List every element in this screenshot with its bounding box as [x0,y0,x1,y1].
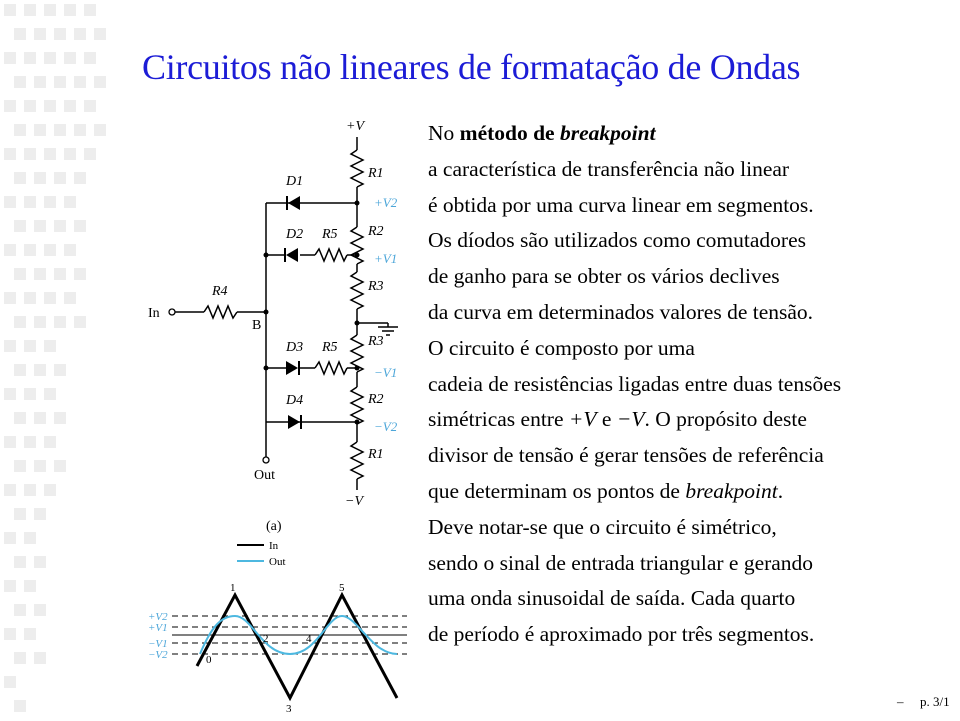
sidebar-square [24,484,36,496]
sidebar-square [84,100,96,112]
sidebar-square [44,388,56,400]
sidebar-square [4,244,16,256]
sidebar-square [74,172,86,184]
body-paragraph [428,116,948,653]
sidebar-square [24,628,36,640]
label-d1: D1 [286,174,304,189]
label-r5-bot: R5 [322,340,338,355]
legend-in: In [269,540,279,552]
label-plus-v: +V [346,119,364,134]
sidebar-square [64,52,76,64]
sidebar-square [4,436,16,448]
text-line-9: simétricas entre +V e −V. O propósito deste [428,407,807,432]
sidebar-square [44,292,56,304]
resistor-r5-top [315,249,347,261]
sidebar-square [54,220,66,232]
sidebar-square [4,148,16,160]
label-d3: D3 [286,340,304,355]
sidebar-square [34,124,46,136]
sidebar-square [54,172,66,184]
sidebar-square [14,364,26,376]
sidebar-square [44,4,56,16]
sidebar-square [54,316,66,328]
sidebar-square [44,244,56,256]
sidebar-square [24,196,36,208]
sidebar-square [94,28,106,40]
text-line-12: Deve notar-se que o circuito é simétrico, [428,514,777,539]
label-out: Out [254,468,275,483]
diode-d4 [288,415,300,429]
sidebar-square [44,196,56,208]
text-line-3: é obtida por uma curva linear em segmentos. [428,192,814,217]
sidebar-square [74,316,86,328]
text-line-5: de ganho para se obter os vários declives [428,264,780,289]
sidebar-square [34,652,46,664]
sidebar-square [44,52,56,64]
sidebar-square [64,100,76,112]
sidebar-square [74,124,86,136]
sidebar-square [34,556,46,568]
sidebar-square [34,412,46,424]
page-prefix: – [897,694,904,709]
text-line-1: No método de breakpoint [428,121,656,145]
sidebar-square [54,268,66,280]
sidebar-square [64,292,76,304]
sidebar-square [4,484,16,496]
sidebar-square [24,292,36,304]
label-r2-top: R2 [368,224,384,239]
sidebar-square [34,460,46,472]
sidebar-square [54,412,66,424]
sidebar-square [64,148,76,160]
label-in: In [148,306,160,321]
sidebar-square [74,268,86,280]
sidebar-square [34,172,46,184]
sidebar-square [44,436,56,448]
sidebar-square [84,148,96,160]
sidebar-square [14,652,26,664]
sidebar-square [24,580,36,592]
text-line-8: cadeia de resistências ligadas entre duas tensões [428,371,842,396]
label-r1-bot: R1 [368,447,384,462]
sidebar-square [74,220,86,232]
label-r5-top: R5 [322,227,338,242]
sidebar-square [64,244,76,256]
resistor-r3-top [351,272,363,309]
sidebar-square [14,220,26,232]
label-minus-v: −V [345,494,363,509]
label-r1-top: R1 [368,166,384,181]
sidebar-square [24,532,36,544]
sidebar-square [24,148,36,160]
sidebar-square [4,676,16,688]
label-p4: 4 [306,633,312,645]
sidebar-square [14,556,26,568]
sidebar-square [24,436,36,448]
sidebar-square [34,268,46,280]
sidebar-square [24,388,36,400]
label-r3-top: R3 [368,279,384,294]
text-line-14: uma onda sinusoidal de saída. Cada quarto [428,586,796,611]
sidebar-square [34,76,46,88]
text-line-10: divisor de tensão é gerar tensões de referência [428,443,824,468]
label-mv2: −V2 [374,419,398,434]
label-b: B [252,318,262,333]
text-line-7: O circuito é composto por uma [428,335,695,360]
sidebar-square [24,4,36,16]
level-pv1: +V1 [148,622,168,634]
sidebar-square [4,292,16,304]
sidebar-square [4,628,16,640]
sidebar-square [24,52,36,64]
level-pv2: +V2 [148,611,168,623]
diode-d3 [286,361,298,375]
resistor-r4 [204,306,237,318]
diode-d1 [288,196,300,210]
resistor-r2-top [351,227,363,264]
sidebar-square [54,76,66,88]
label-r4: R4 [212,284,228,299]
text-line-15: de período é aproximado por três segmentos. [428,622,815,647]
sidebar-square [74,76,86,88]
sidebar-square [4,4,16,16]
sidebar-square [54,460,66,472]
sidebar-square [34,316,46,328]
sidebar-square [84,52,96,64]
label-p1: 1 [230,582,236,594]
text-line-13: sendo o sinal de entrada triangular e gerando [428,550,814,575]
label-d2: D2 [286,227,304,242]
sidebar-square [14,604,26,616]
label-pv1: +V1 [374,251,398,266]
output-terminal [263,457,269,463]
sidebar-square [14,508,26,520]
label-zero: 0 [206,654,212,666]
sidebar-square [84,4,96,16]
sidebar-square [44,100,56,112]
label-pv2: +V2 [374,195,398,210]
sidebar-square [94,124,106,136]
sidebar-square [4,52,16,64]
label-p2: 2 [263,633,269,645]
label-mv1: −V1 [374,365,398,380]
sidebar-square [14,460,26,472]
waveform-plot [148,540,407,715]
resistor-r2-bot [351,387,363,424]
sidebar-square [74,28,86,40]
sidebar-square [4,196,16,208]
sidebar-square [34,508,46,520]
input-triangle [197,595,397,698]
level-mv2: −V2 [148,649,168,661]
circuit-diagram [142,115,427,715]
diode-d2 [286,248,298,262]
sidebar-square [64,4,76,16]
sidebar-square [54,124,66,136]
input-terminal [169,309,175,315]
sidebar-square [14,172,26,184]
level-mv1: −V1 [148,638,168,650]
sidebar-square [44,148,56,160]
resistor-r1-top [351,150,363,187]
resistor-r1-bot [351,442,363,479]
sidebar-square [4,580,16,592]
label-p3: 3 [286,703,292,715]
sidebar-square [14,412,26,424]
page-number: p. 3/1 [920,694,950,709]
sidebar-square [4,388,16,400]
sidebar-square [24,100,36,112]
sidebar-square [54,364,66,376]
sidebar-square [94,76,106,88]
sidebar-square [64,196,76,208]
label-d4: D4 [286,393,304,408]
label-r3-bot: R3 [368,334,384,349]
sidebar-square [14,124,26,136]
sidebar-square [44,340,56,352]
sidebar-square [4,532,16,544]
sidebar-square [44,484,56,496]
text-line-6: da curva em determinados valores de tensão. [428,299,814,324]
sidebar-square [34,604,46,616]
text-line-2: a característica de transferência não linear [428,156,790,181]
page-title: Circuitos não lineares de formatação de Ondas [142,47,801,87]
sidebar-square [54,28,66,40]
label-r2-bot: R2 [368,392,384,407]
sidebar-square [34,220,46,232]
sidebar-pattern [0,0,118,721]
sidebar-square [14,76,26,88]
sidebar-square [4,340,16,352]
text-line-4: Os díodos são utilizados como comutadores [428,228,806,253]
sidebar-square [14,316,26,328]
resistor-r5-bot [315,362,347,374]
sidebar-square [4,100,16,112]
text-line-11: que determinam os pontos de breakpoint. [428,478,784,503]
sidebar-square [14,28,26,40]
legend-out: Out [269,556,286,568]
sidebar-square [14,268,26,280]
sidebar-square [34,28,46,40]
sidebar-square [14,700,26,712]
sidebar-square [24,244,36,256]
sidebar-square [34,364,46,376]
label-p5: 5 [339,582,345,594]
caption-a: (a) [266,519,282,534]
sidebar-square [24,340,36,352]
